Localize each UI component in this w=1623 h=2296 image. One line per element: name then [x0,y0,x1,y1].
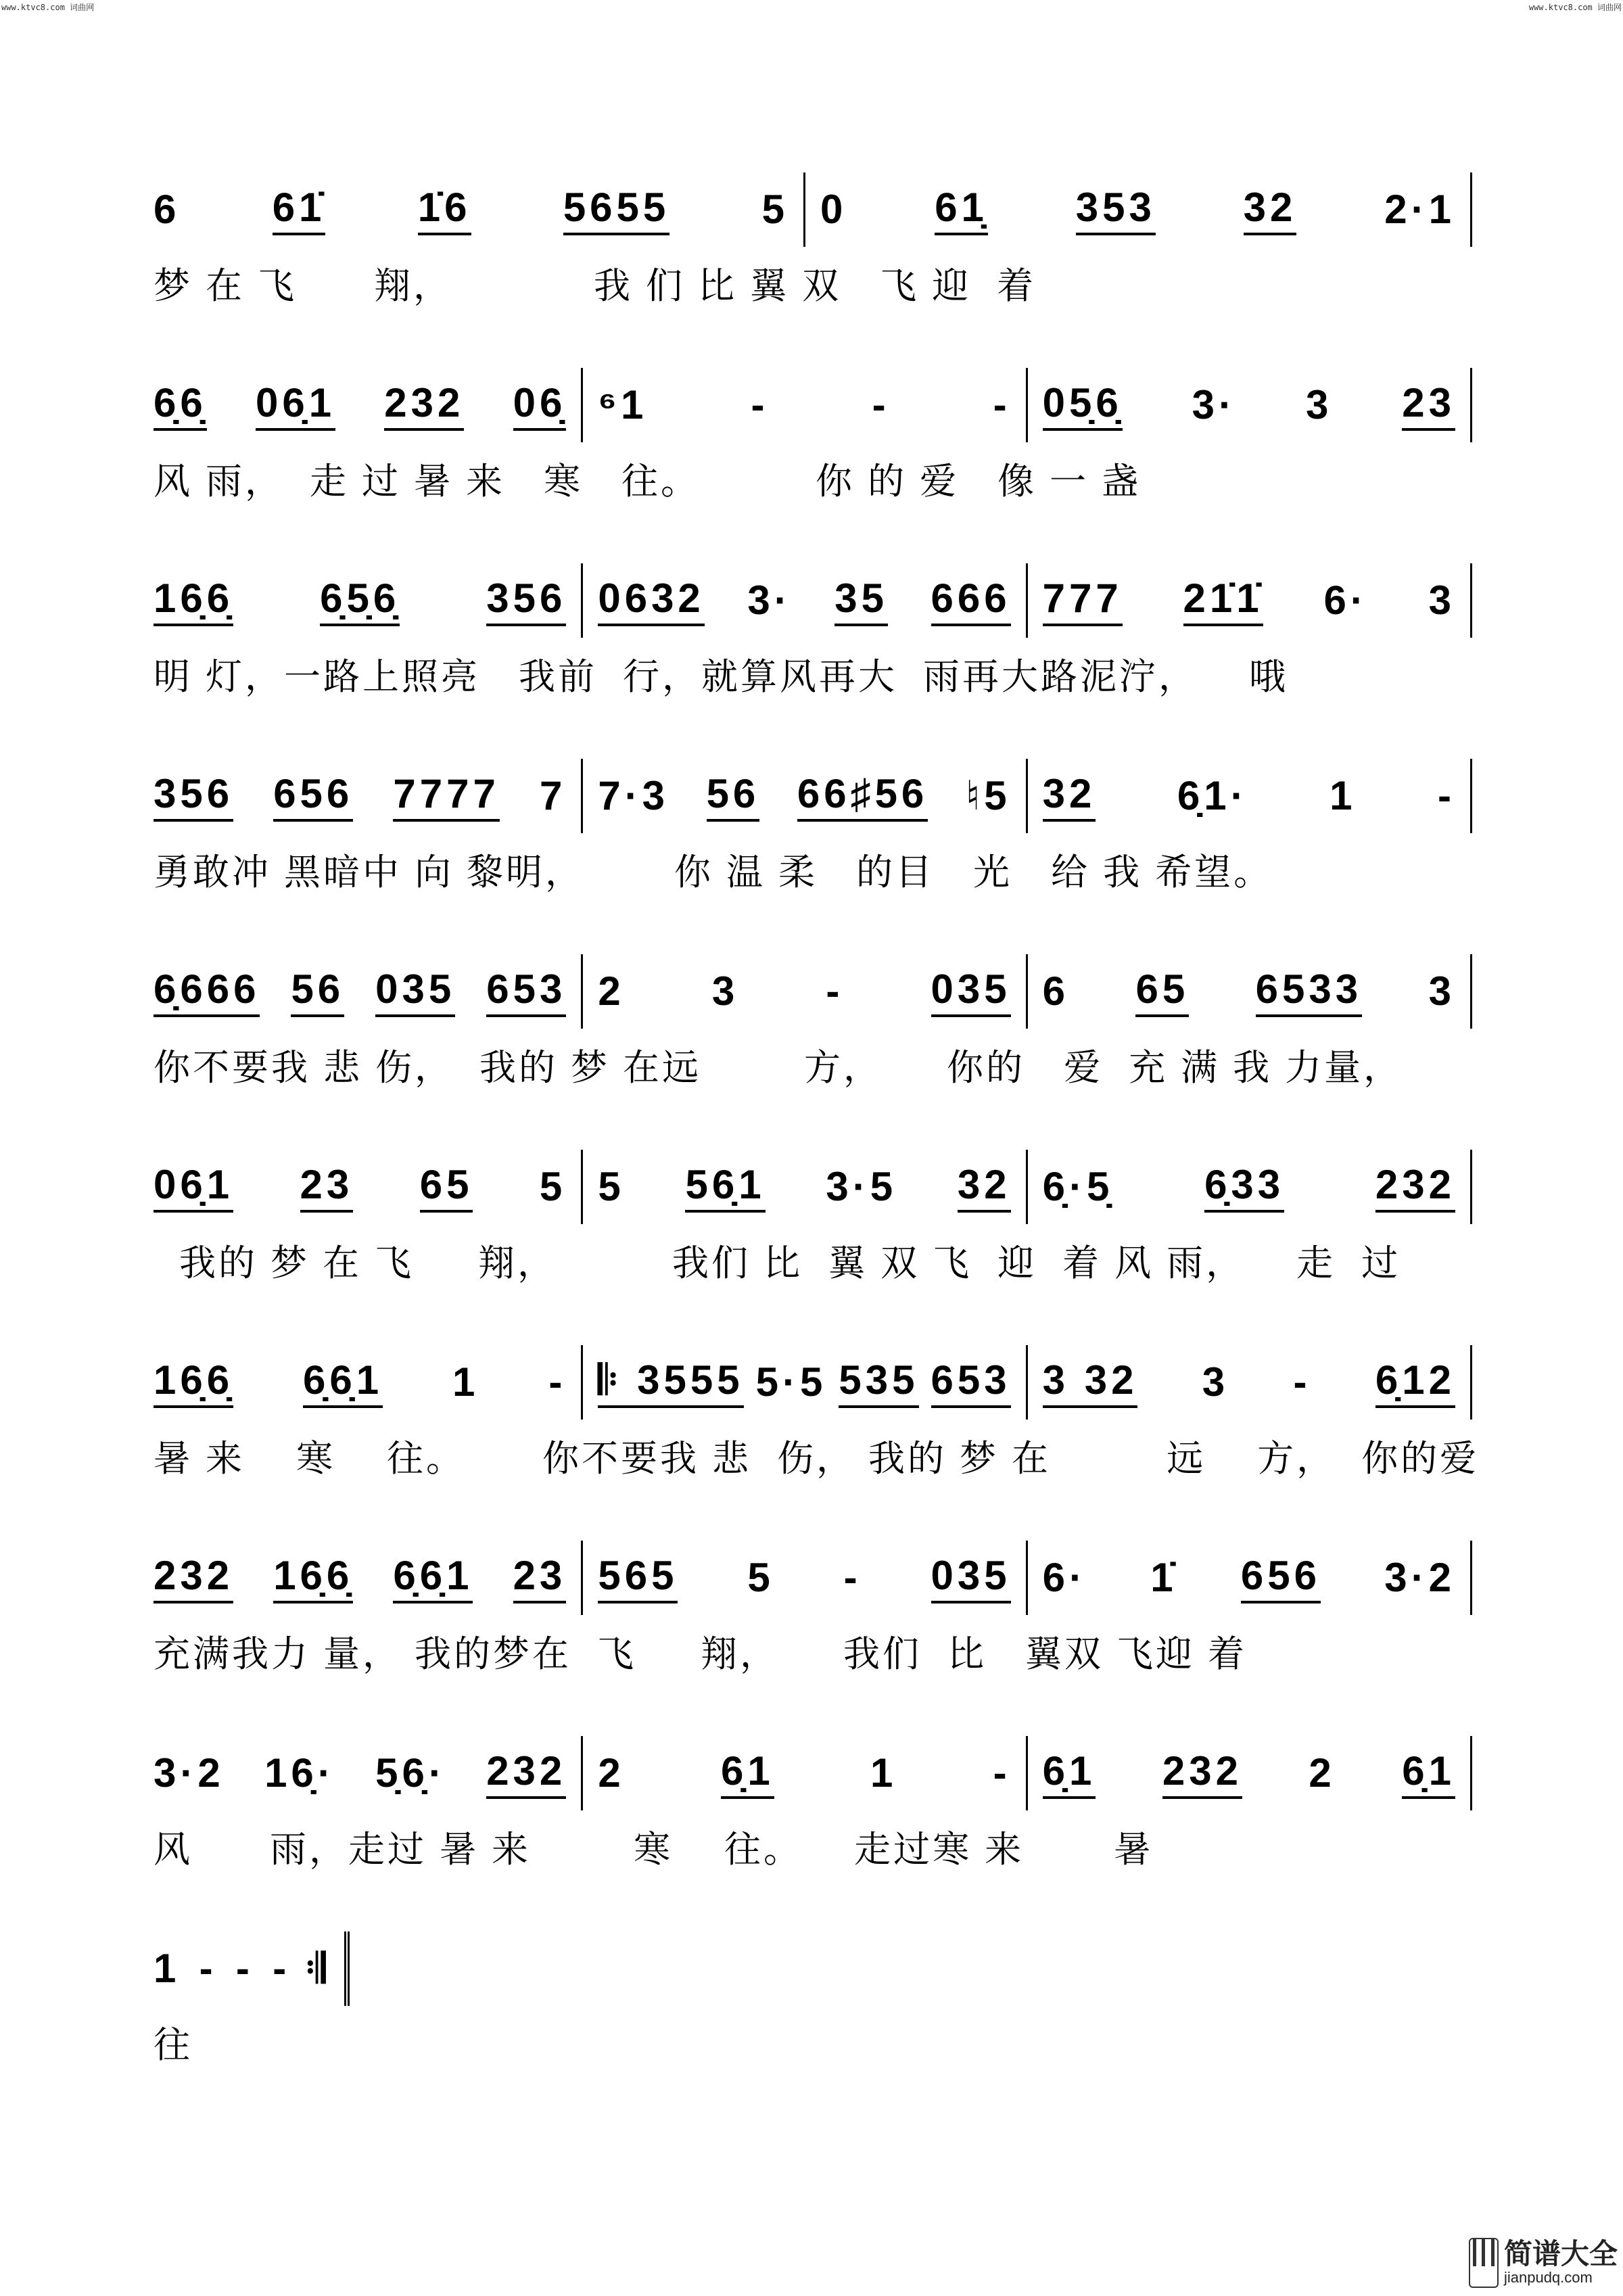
measure [1028,1150,1472,1224]
note-group: 7 [539,773,567,818]
watermark-right: www.ktvc8.com 词曲网 [1528,3,1622,12]
score-system [154,954,1472,1150]
note-group: 0 [820,187,847,232]
note-group: 6 [154,187,181,232]
note-group: 2 [598,1750,625,1796]
note-group: 232 [1162,1748,1242,1799]
measure [154,1736,583,1810]
note-group: ⁶1 [598,382,648,427]
note-group: 2 [598,968,625,1014]
note-group: 16̣6̣ [154,575,233,626]
lyrics-line: 往 [154,2025,193,2065]
score-system [154,1736,1472,1931]
note-group: 23 [300,1161,354,1213]
lyrics-line: 我的 梦 在 飞 翔， 我们 比 翼 双 飞 迎 着 风 雨， 走 过 [154,1243,1401,1284]
score-system [154,1345,1480,1541]
note-group: 65 [1135,966,1189,1017]
note-group: 5 [539,1164,567,1209]
note-group: 2·1 [1384,187,1455,232]
logo-url: jianpudq.com [1503,2269,1593,2286]
score-system [154,759,1472,954]
measure [583,954,1027,1029]
measure [583,1736,1027,1810]
note-group: - [235,1946,254,1991]
note-group: 3 [1428,968,1455,1014]
note-group: 32 [1043,770,1096,822]
note-group: - [548,1359,567,1405]
note-group: 656 [1241,1552,1321,1603]
note-group: 7·3 [598,773,669,818]
note-group: 6· [1042,1555,1087,1600]
note-group: 232 [154,1552,233,1603]
notes-row [154,1931,1472,2006]
note-group: 6̣6̣1 [393,1552,473,1603]
notes-row [154,1541,1472,1615]
score-system [154,563,1472,759]
note-group: 61̇ [273,184,326,235]
measure [154,759,583,833]
score-system [154,368,1472,563]
note-group: 7777 [393,770,499,822]
piano-keys-icon [1469,2238,1499,2288]
note-group: - [751,382,769,427]
measure [1028,368,1472,442]
note-group: - [872,382,890,427]
note-group: 6533 [1256,966,1362,1017]
note-group: 6 [1042,968,1070,1014]
site-logo [1469,2238,1618,2288]
note-group: 356 [486,575,566,626]
note-group: 06̣ [513,379,567,431]
note-group: 6· [1323,578,1368,623]
note-group: 3 [711,968,739,1014]
note-group: 3·2 [1384,1555,1455,1600]
lyrics-line: 风 雨，走过 暑 来 寒 往。 走过寒 来 暑 [154,1829,1154,1870]
note-group: 56 [707,770,760,822]
note-group: 6̣6̣1 [303,1357,383,1408]
note-group: 5·5 [755,1359,827,1405]
measure [1028,954,1472,1029]
note-group: 66♯56 [797,770,928,822]
note-group: 3· [1192,382,1237,427]
note-group: 56̣1 [685,1161,765,1213]
note-group: 565 [598,1552,678,1603]
note-group: 3 [1305,382,1333,427]
note-group: 56 [291,966,344,1017]
lyrics-line: 充满我力 量， 我的梦在 飞 翔， 我们 比 翼双 飞迎 着 [154,1634,1248,1674]
note-group: 5̣6̣· [375,1750,446,1796]
note-group: 535 [839,1357,918,1408]
lyrics-line: 勇敢冲 黑暗中 向 黎明， 你 温 柔 的目 光 给 我 希望。 [154,852,1273,893]
note-group: - [1438,773,1455,818]
note-group: 16̣6̣ [154,1357,233,1408]
note-group: 05̣6̣ [1043,379,1123,431]
note-group: 6̣1 [1043,1748,1096,1799]
measure [1028,759,1472,833]
note-group: 16̣6̣ [273,1552,353,1603]
note-group: 356 [154,770,233,822]
note-group: 232 [486,1748,566,1799]
watermark-left: www.ktvc8.com 词曲网 [1,3,95,12]
note-group: 653 [486,966,566,1017]
note-group: 6̣666 [154,966,260,1017]
measure [583,1345,1027,1420]
note-group: 653 [931,1357,1011,1408]
note-group: 06̣1 [154,1161,233,1213]
measure [154,563,583,638]
note-group: 232 [384,379,464,431]
note-group: 2 [1309,1750,1336,1796]
measure [583,1150,1027,1224]
note-group: 5 [761,187,789,232]
note-group: 6̣·5̣ [1042,1164,1114,1209]
measure [583,1541,1027,1615]
note-group: 61̣ [935,184,988,235]
note-group: 6̣33 [1204,1161,1284,1213]
note-group: 35 [834,575,888,626]
note-group: ♮5 [965,773,1011,818]
notes-row [154,1150,1472,1224]
note-group: 1 [1330,773,1357,818]
note-group: 0632 [598,575,704,626]
note-group: - [993,382,1011,427]
note-group: 035 [931,1552,1011,1603]
note-group: 1 [154,1946,181,1991]
measure [583,563,1027,638]
note-group: - 𝄇 [273,1946,329,1991]
note-group: 3·2 [154,1750,225,1796]
score-system [154,1150,1472,1345]
note-group: 6̣6̣ [154,379,207,431]
lyrics-line: 明 灯，一路上照亮 我前 行，就算风再大 雨再大路泥泞， 哦 [154,657,1289,697]
measure [583,759,1027,833]
measure [154,172,805,247]
measure [154,954,583,1029]
measure [154,368,583,442]
measure [583,368,1027,442]
note-group: 035 [931,966,1011,1017]
notes-row [154,368,1472,442]
measure [1028,1736,1472,1810]
notes-row [154,172,1472,247]
note-group: - [843,1555,862,1600]
note-group: 3· [747,578,792,623]
lyrics-line: 暑 来 寒 往。 你不要我 悲 伤， 我的 梦 在 远 方， 你的爱 [154,1438,1480,1479]
measure [805,172,1472,247]
note-group: 035 [375,966,455,1017]
note-group: 1̇6 [418,184,471,235]
measure [154,1541,583,1615]
note-group: 23 [1402,379,1455,431]
lyrics-line: 你不要我 悲 伤， 我的 梦 在远 方， 你的 爱 充 满 我 力量， [154,1048,1403,1088]
note-group: 1 [452,1359,479,1405]
note-group: 6̣1· [1177,773,1248,818]
note-group: 16̣· [264,1750,335,1796]
note-group: 3 32 [1043,1357,1138,1408]
note-group: 6̣1 [1402,1748,1455,1799]
note-group: 5655 [563,184,669,235]
note-group: 21̇1̇ [1183,575,1263,626]
notes-row [154,563,1472,638]
note-group: 3·5 [826,1164,897,1209]
measure [1028,563,1472,638]
note-group: 3 [1202,1359,1229,1405]
note-group: 1̇ [1150,1555,1177,1600]
note-group: - [993,1750,1011,1796]
notes-row [154,1736,1472,1810]
score-system [154,1931,1472,2127]
lyrics-line: 梦 在 飞 翔， 我 们 比 翼 双 飞 迎 着 [154,266,1037,306]
note-group: 𝄆 3555 [598,1357,743,1408]
note-group: 6̣1 [721,1748,774,1799]
logo-title: 简谱大全 [1503,2238,1618,2270]
note-group: 777 [1043,575,1123,626]
note-group: 666 [931,575,1011,626]
measure [1028,1345,1472,1420]
note-group: 5 [598,1164,625,1209]
note-group: 6̣5̣6̣ [320,575,400,626]
note-group: - [199,1946,217,1991]
note-group: 232 [1375,1161,1455,1213]
notes-row [154,759,1472,833]
note-group: - [826,968,844,1014]
measure [154,1931,350,2006]
note-group: 32 [1244,184,1297,235]
note-group: 32 [958,1161,1011,1213]
note-group: 65 [420,1161,473,1213]
note-group: 656 [273,770,353,822]
note-group: 23 [513,1552,567,1603]
note-group: 1 [870,1750,897,1796]
score [154,172,1480,2127]
score-system [154,172,1472,368]
note-group: 353 [1076,184,1156,235]
note-group: 3 [1428,578,1455,623]
measure [154,1345,583,1420]
notes-row [154,1345,1472,1420]
note-group: 5 [747,1555,774,1600]
notes-row [154,954,1472,1029]
lyrics-line: 风 雨， 走 过 暑 来 寒 往。 你 的 爱 像 一 盏 [154,461,1142,502]
note-group: 6̣12 [1375,1357,1455,1408]
score-system [154,1541,1472,1736]
note-group: 06̣1 [256,379,335,431]
measure [154,1150,583,1224]
measure [1028,1541,1472,1615]
note-group: - [1293,1359,1311,1405]
